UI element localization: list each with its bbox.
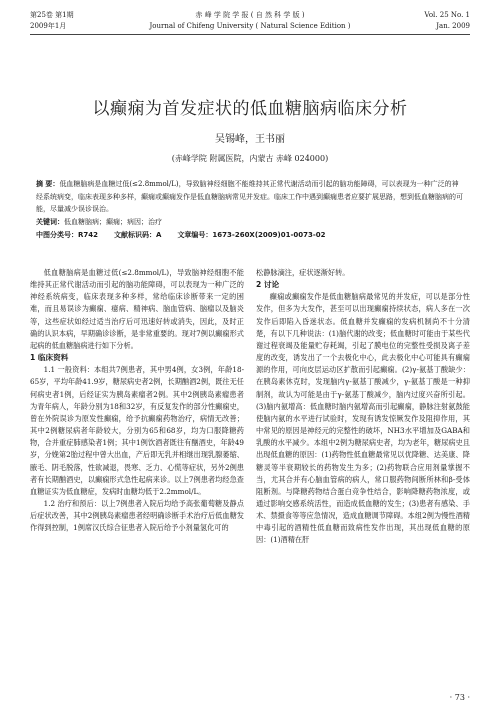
- body-right-column: [256, 267, 470, 547]
- document-code: 文献标识码：A: [114, 231, 162, 239]
- body-left-column: [30, 267, 244, 534]
- body-paragraph: 癫痫或癫痫发作是低血糖脑病最常见的并发症，可以是部分性发作，但多为大发作，甚至可以出现癫痫持续状态，病人多在一次发作后即陷入昏迷状态。低血糖并发癫痫的发病机制尚不十分清楚，有以下几种说法：(1)脑代谢的改变；低血糖时可能由于某些代谢过程衰竭及能量贮存耗竭，引起了膜电位的完整性受损及离子差度的改变，诱发出了一个去极化中心，此去极化中心可能具有癫痫源的作用，可向皮层运动区扩散而引起癫痫。(2)γ-氨基丁酸缺少：在胰岛素休克时，发现脑内γ-氨基丁酸减少，γ-氨基丁酸是一种抑制剂，故认为可能是由于γ-氨基丁酸减少，脑内过度兴奋所引起。(3)脑内氨增高：低血糖时脑内氨增高而引起癫痫，静脉注射氨鼓能使脑内氨的水平进行试验时，发现有诱发惊厥发作及阻抑作用，其中常见的原因是神经元的完整性的破坏，NH3水平增加及GABA和乳酸的水平减少。本组中2例为糖尿病史者，均为老年，糖尿病史且出现低血糖的原因：(1)药物性低血糖最常见以优降糖、达美康、降糖灵等半衰期较长的药物发生为多；(2)药物联合应用剂量掌握不当，尤其合并有心脑血管病的病人，常口服药物间断所林和β-受体阻断剂。与降糖药物结合蛋白竞争性结合，影响降糖药物浓度，或通过影响交感系统活性，而造成低血糖的发生；(3)患者有感染、手术、禁摄食等等应急情况，造成血糖调节障碍。本组2例为慢性酒精中毒引起的酒精性低血糖而致病性发作出现，其出现低血糖的原因：(1)酒精在肝: [256, 292, 470, 545]
- body-paragraph: 1.1 一般资料：本组共7例患者，其中男4例，女3例，年龄18-65岁，平均年龄41.9岁，糖尿病史者2例，长期酗酒2例，既往无任何病史者1例，后经证实为胰岛素瘤者2例。其中2例胰岛素瘤患者为青年病人，年龄分别为18和32岁，有反复发作的部分性癫痫史，曾在外院误诊为原发性癫痫，给予抗癫痫药物治疗，病情无改善；其中2例糖尿病者年龄较大，分别为65和68岁，均为口服降糖药物，合并重症肺感染者1例；其中1例饮酒者既往有酗酒史，年龄49岁，分娩第2胎过程中曾大出血，产后即无乳并相继出现乳腺萎缩、腋毛、阴毛脱落，性欲减退，畏寒、乏力、心慌等症状，另外2例患者有长期酗酒史，以癫痫形式急性起病来诊。以上7例患者均经急查血糖证实为低血糖症，发病时血糖均低于2.2mmol/L。: [30, 365, 244, 496]
- section-heading: 2 讨论: [256, 280, 280, 290]
- article-title: 以癫痫为首发症状的低血糖脑病临床分析: [92, 99, 408, 119]
- article-meta: [36, 229, 464, 242]
- keywords-text: 低血糖脑病；癫痫；病因；治疗: [64, 217, 162, 226]
- body-paragraph: 低血糖脑病是血糖过低(≤2.8mmol/L)，导致脑神经细胞不能维持其正常代谢活动而引起的脑功能障碍，可以表现为一种广泛的神经系统病变，临床表现多种多样，常给临床诊断带来一定的困难，而且易误诊为癫痫、癔病、精神病、脑血管病、脑瘤以及脑炎等，这些症状如经过适当治疗后可迅速好转或消失，因此，及时正确的认识本病，早期确诊诊断，是非常重要的。现对7例以癫痫形式起病的低血糖脑病进行如下分析。: [30, 268, 244, 350]
- body-paragraph: 松静脉滴注，症状逐渐好转。: [256, 268, 350, 277]
- page-number: · 73 ·: [449, 693, 470, 702]
- article-authors: 吴锡峰，王书丽: [215, 134, 285, 145]
- header-issue: 第25卷 第1期 2009年1月: [30, 11, 74, 30]
- author-affiliation: (赤峰学院 附属医院，内蒙古 赤峰 024000): [171, 154, 329, 163]
- running-header: [30, 10, 470, 35]
- abstract: [36, 178, 464, 216]
- section-heading: 1 临床资料: [30, 353, 69, 363]
- header-journal: 赤 峰 学 院 学 报 ( 自 然 科 学 版 ) Journal of Chifeng University ( Natural Science Edition ): [149, 11, 351, 30]
- article-number: 文章编号：1673-260X(2009)01-0073-02: [177, 231, 326, 239]
- keywords-label: 关键词：: [36, 217, 64, 226]
- header-volume: Vol. 25 No. 1 Jan. 2009: [424, 11, 470, 30]
- keywords: [36, 216, 464, 229]
- clc-number: 中图分类号：R742: [36, 231, 99, 239]
- body-paragraph: 1.2 治疗和预后：以上7例患者入院后均给予高张葡萄糖及静点后症状改善，其中2例胰岛素瘤患者经明确诊断手术治疗后低血糖发作得到控制，1例席汉氏综合征患者入院后给予小剂量氢化可的: [30, 498, 244, 533]
- abstract-block: [36, 178, 464, 242]
- abstract-label: 摘 要：: [36, 180, 60, 188]
- abstract-text: 低血糖脑病是血糖过低(≤2.8mmol/L)，导致脑神经细胞不能维持其正常代谢活动而引起的脑功能障碍，可以表现为一种广泛的神经系统病变，临床表现多种多样，癫痫或癫痫发作是低血糖脑病常见并发症。临床工作中遇到癫痫患者应要扩展思路，想到低血糖脑病的可能，尽量减少误诊误治。: [36, 180, 463, 213]
